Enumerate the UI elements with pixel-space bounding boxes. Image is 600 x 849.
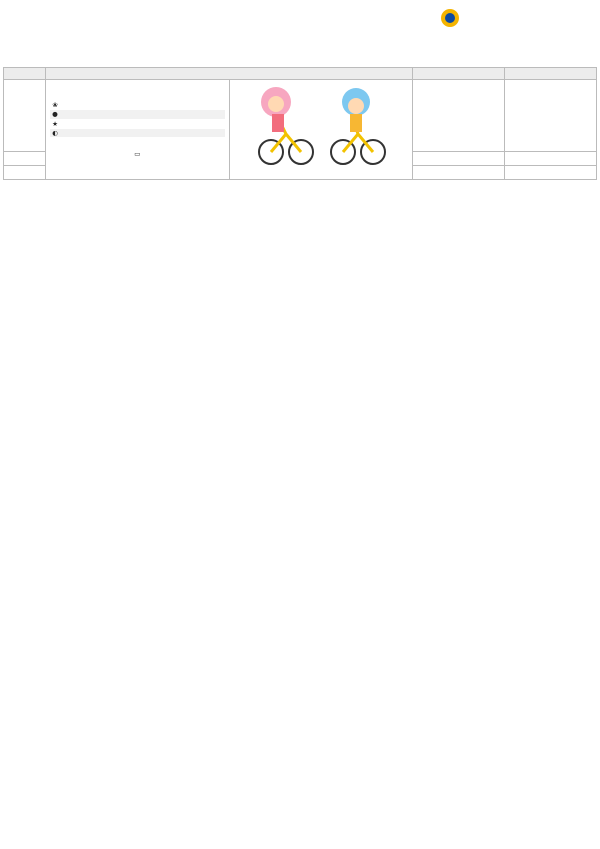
star-icon: ★ — [52, 119, 58, 128]
info-panel: ❀ ● ★ ◐ ▭ — [46, 80, 230, 180]
kcal-cell — [505, 166, 597, 180]
label-snack — [4, 152, 46, 166]
snack-cell — [413, 152, 505, 166]
info-heading — [46, 68, 413, 80]
lunch-cell — [505, 80, 597, 152]
menu-table — [3, 67, 597, 180]
day-header — [413, 68, 505, 80]
allergy-legend — [3, 726, 597, 733]
apple-icon: ● — [52, 110, 58, 119]
globe-icon: ◐ — [52, 129, 58, 137]
kcal-cell — [413, 166, 505, 180]
leaf-icon: ❀ — [52, 101, 58, 110]
label-kcal — [4, 166, 46, 180]
header — [0, 0, 600, 66]
mascot-illustration — [229, 80, 413, 180]
lunch-cell — [413, 80, 505, 152]
label-date — [4, 68, 46, 80]
day-header — [505, 68, 597, 80]
center-logo — [440, 6, 595, 40]
label-lunch — [4, 80, 46, 152]
snack-cell — [505, 152, 597, 166]
logo-icon — [440, 8, 460, 28]
bicycle-kids-icon — [246, 82, 396, 174]
